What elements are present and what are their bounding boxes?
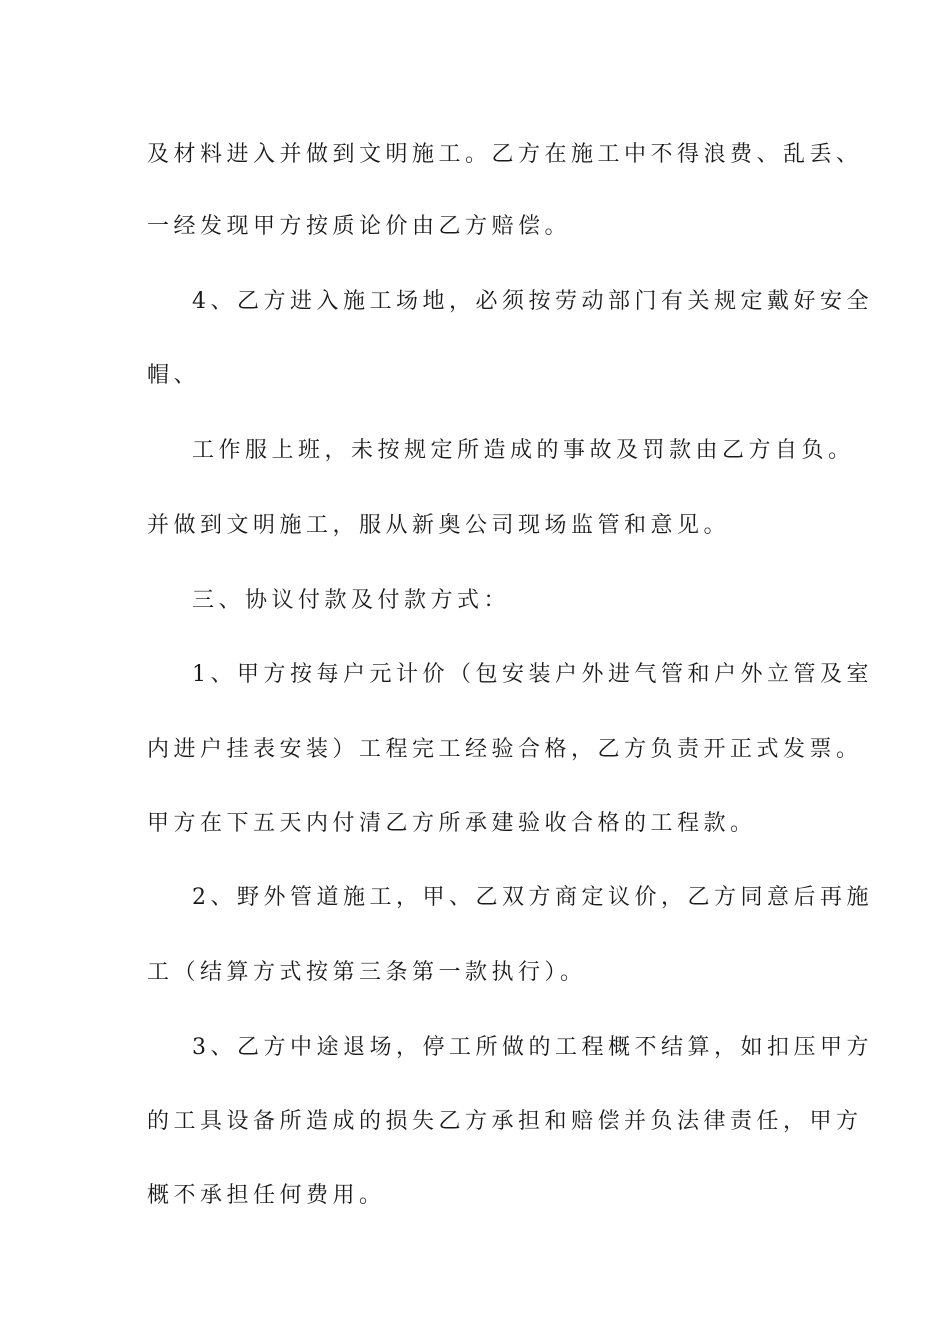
section-heading-payment: 三、协议付款及付款方式： xyxy=(192,588,511,613)
paragraph-2-start: 2、野外管道施工，甲、乙双方商定议价，乙方同意后再施 xyxy=(192,885,873,910)
text-line: 并做到文明施工，服从新奥公司现场监管和意见。 xyxy=(147,513,731,538)
paragraph-1-start: 1、甲方按每户元计价（包安装户外进气管和户外立管及室 xyxy=(192,662,873,687)
text-line: 及材料进入并做到文明施工。乙方在施工中不得浪费、乱丢、 xyxy=(147,142,863,167)
text-line: 概不承担任何费用。 xyxy=(147,1183,386,1208)
text-line: 帽、 xyxy=(147,363,201,388)
text-line: 工（结算方式按第三条第一款执行）。 xyxy=(147,960,587,985)
paragraph-4-start: 4、乙方进入施工场地，必须按劳动部门有关规定戴好安全 xyxy=(192,289,873,314)
text-line: 甲方在下五天内付清乙方所承建验收合格的工程款。 xyxy=(147,811,757,836)
text-line: 一经发现甲方按质论价由乙方赔偿。 xyxy=(147,214,572,239)
paragraph-3-start: 3、乙方中途退场，停工所做的工程概不结算，如扣压甲方 xyxy=(192,1035,873,1060)
text-line: 内进户挂表安装）工程完工经验合格，乙方负责开正式发票。 xyxy=(147,737,863,762)
text-line: 的工具设备所造成的损失乙方承担和赔偿并负法律责任，甲方 xyxy=(147,1109,863,1134)
text-line: 工作服上班，未按规定所造成的事故及罚款由乙方自负。 xyxy=(192,438,855,463)
